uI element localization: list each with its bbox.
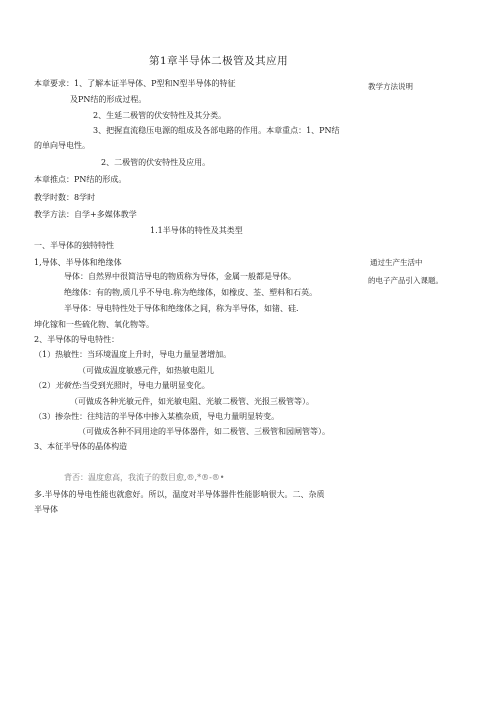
requirements-line-3: 2、生延二极管的伏安特性及其分类。 [93, 111, 227, 120]
requirements-line-2: 及PN结的形成过程。 [70, 95, 147, 104]
side-note-line-1: 通过生产生活中 [370, 258, 423, 267]
property-photo-note: （可做成各种光敏元件，如光敏电阻、光敏二极管、光报三极管等）。 [70, 397, 314, 406]
property-photo-number: （2） [34, 381, 56, 390]
property-thermal: （1）热敏性：当环境温度上升时，导电力量显著增加。 [34, 350, 232, 359]
conductor-definition: 导体：自然界中很简洁导电的物质称为导体，金属一般都是导体。 [64, 272, 296, 281]
requirements-line-4: 3、把握直流稳压电源的组成及各部电路的作用。本章重点：1、PN结 [93, 126, 340, 135]
closing-line-2: 半导体 [34, 505, 58, 514]
requirements-line-6: 2、二极管的伏安特性及应用。 [101, 158, 211, 167]
closing-line-1: 多.半导体的导电性能也就愈好。所以，温度对半导体器件性能影响很大。二、杂质 [34, 490, 325, 499]
teaching-method-header: 教学方法说明 [368, 82, 413, 91]
property-photo [34, 381, 210, 391]
property-doping: （3）掺杂性：往纯洁的半导体中掺入某樵杂质，导电力量明显转变。 [34, 412, 280, 421]
item-two-heading: 2、半导体的导电特性： [34, 335, 120, 344]
semiconductor-definition-line-2: 坤化镓和一些硫化物、氧化物等。 [34, 320, 154, 329]
insulator-definition: 绝缘体：有的物,质几乎不导电.称为绝缘体，如橡皮、荃、塑料和石英。 [64, 288, 318, 297]
requirements-line-1: 本章要求：1、了解本证半导体、P型和N型半导体的特征 [34, 79, 236, 88]
section-title: 1.1半导体的特性及其类型 [150, 226, 243, 235]
property-thermal-note: （可做成温度敏感元件，如热敏电阻儿 [78, 366, 214, 375]
method-line: 教学方法：自学+多媒体教学 [34, 210, 137, 219]
difficulty-line: 本章推点：PN结的形成。 [34, 175, 127, 184]
faded-text-line: 背否：温度愈高，我流子的数目愈,®,*®-®• [64, 473, 225, 482]
chapter-title: 第1章半导体二极管及其应用 [149, 55, 289, 67]
property-photo-label: 光敏性: [55, 381, 82, 390]
semiconductor-definition-line-1: 半导体：导电特性处于导体和绝缘体之间，称为半导体，如锗、硅. [64, 304, 299, 313]
hours-line: 教学时数：8学时 [34, 193, 96, 202]
property-photo-text: 当受到光照时，导电力量明显变化。 [81, 381, 210, 390]
side-note-line-2: 的电子产品引入课题。 [368, 276, 443, 285]
requirements-line-5: 的单向导电性。 [34, 141, 90, 150]
property-doping-note: （可做成各种不同用途的半导体器件，如二极管、三极管和园闸管等）。 [78, 427, 330, 436]
part-one-heading: 一、半导体的独特特性 [34, 241, 114, 250]
item-one-heading: 1,导体、半导体和绝缘体 [34, 258, 122, 267]
item-three-heading: 3、本征半导体的晶体构造 [34, 442, 128, 451]
